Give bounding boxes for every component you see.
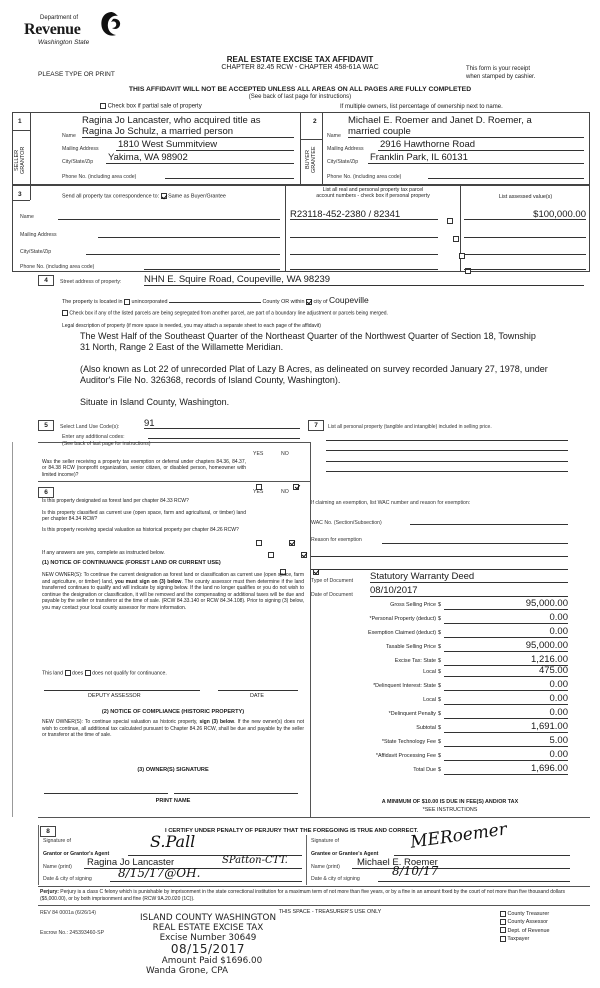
copy-label: Dept. of Revenue <box>506 927 550 934</box>
dollar-sign: $ <box>438 711 441 717</box>
tax-row-value[interactable]: 95,000.00 <box>444 598 568 610</box>
dollar-sign: $ <box>438 739 441 745</box>
rev-number: REV 84 0001a (6/26/14) <box>40 910 96 916</box>
divider <box>38 817 590 818</box>
grantee-date-value: 8/10/17 <box>392 864 439 878</box>
corr-mailing-field[interactable] <box>98 227 280 238</box>
doc-date-label: Date of Document <box>311 592 353 598</box>
seller-grantor-label: SELLER GRANTOR <box>14 146 27 174</box>
stamp-line-6: Wanda Grone, CPA <box>146 966 228 976</box>
parcel-number-field[interactable] <box>290 259 438 270</box>
section-7-num: 7 <box>308 420 324 431</box>
owner-signature-title: (3) OWNER(S) SIGNATURE <box>137 767 209 773</box>
assessor-date-line[interactable] <box>218 683 298 691</box>
copy-checkbox[interactable] <box>500 919 506 925</box>
buyer-name-line1: Michael E. Roemer and Janet D. Roemer, a <box>348 115 532 126</box>
question-no-checkbox[interactable] <box>289 540 295 546</box>
doc-date-field[interactable]: 08/10/2017 <box>370 585 568 597</box>
grantee-name-field[interactable]: Michael E. Roemer <box>352 857 570 869</box>
land-use-field[interactable]: 91 <box>144 418 300 429</box>
tax-row-label: *Personal Property (deduct) <box>369 616 436 622</box>
personal-property-line-2[interactable] <box>326 443 568 451</box>
continuance-row <box>42 670 167 676</box>
divider <box>12 130 30 131</box>
tax-row-label: *Delinquent Penalty <box>388 711 436 717</box>
exemption-question: Was the seller receiving a property tax exemption or deferral under chapters 84.36, 84.37, or 84.38 RCW (nonprofit organization, senior citizen, or disabled person, homeowner with limited income)? <box>42 459 246 478</box>
assessed-value-field[interactable] <box>464 259 586 270</box>
tax-row-label: *State Technology Fee <box>381 739 436 745</box>
corr-mailing-label: Mailing Address <box>20 232 57 238</box>
multiple-owners-note: If multiple owners, list percentage of ownership next to name. <box>340 104 503 110</box>
send-correspondence-row <box>62 193 226 199</box>
tax-row <box>312 693 588 706</box>
tax-row-label: Total Due <box>413 767 436 773</box>
divider <box>12 442 13 817</box>
dollar-sign: $ <box>438 616 441 622</box>
city-checkbox[interactable] <box>306 299 312 305</box>
form-title: REAL ESTATE EXCISE TAX AFFIDAVIT <box>226 55 374 64</box>
perjury-text: Perjury: Perjury is a class C felony which is punishable by imprisonment in the state correctional institution for a maximum term of not more than five years, or by a fine in an amount fixed by the court of not more than five thousand dollars ($5,000.00), or by both imprisonment and fine (RCW 9A.20.020 (1C)). <box>40 889 565 902</box>
dollar-sign: $ <box>438 602 441 608</box>
section-4-num: 4 <box>38 275 54 286</box>
dollar-sign: $ <box>438 658 441 664</box>
tax-row <box>312 640 588 653</box>
tax-row <box>312 749 588 762</box>
section-6-question: Is this property designated as forest land per chapter 84.33 RCW? <box>42 498 189 504</box>
divider <box>30 185 31 200</box>
copy-checkbox[interactable] <box>500 936 506 942</box>
reason-field-2[interactable] <box>311 549 568 557</box>
notice2-title: (2) NOTICE OF COMPLIANCE (HISTORIC PROPERTY) <box>101 709 245 715</box>
tax-row-label: Subtotal <box>416 725 436 731</box>
s6-yes-header: YES <box>253 489 264 495</box>
grantee-name-label: Name (print) <box>311 864 340 870</box>
corr-phone-label: Phone No. (including area code) <box>20 264 95 270</box>
receipt-note-2: when stamped by cashier. <box>466 74 536 80</box>
personal-property-checkbox[interactable] <box>453 236 459 242</box>
logo-state-text: Washington State <box>38 39 90 46</box>
corr-name-field[interactable] <box>58 209 280 220</box>
grantee-sig-label-2: Grantee or Grantee's Agent <box>311 851 379 857</box>
assessed-value-field[interactable] <box>464 244 586 255</box>
street-label: Street address of property: <box>60 279 122 285</box>
tax-row <box>312 763 588 776</box>
section-3-num: 3 <box>18 191 22 198</box>
reason-label: Reason for exemption <box>311 537 362 543</box>
tax-row-value[interactable]: 0.00 <box>444 612 568 624</box>
tax-row-value[interactable]: 5.00 <box>444 735 568 747</box>
stamp-line-3: Excise Number 30649 <box>159 933 257 943</box>
section-6-question: Is this property classified as current use (open space, farm and agricultural, or timber) land per chapter 84.34 RCW? <box>42 510 246 523</box>
seller-name-field[interactable]: Ragina Jo Schulz, a married person <box>82 126 294 138</box>
seller-name-line1: Ragina Jo Lancaster, who acquired title as <box>82 115 261 126</box>
tax-row-value[interactable]: 1,691.00 <box>444 721 568 733</box>
tax-row-value[interactable]: 0.00 <box>444 626 568 638</box>
partial-sale-row <box>100 103 202 110</box>
divider <box>30 112 31 185</box>
see-back-text: (See back of last page for instructions) <box>248 94 352 100</box>
copy-distribution-list <box>500 910 549 944</box>
unincorporated-label: unincorporated <box>131 299 168 305</box>
this-land-label: This land <box>42 670 64 677</box>
seller-mailing-field[interactable]: 1810 West Summitview <box>116 139 294 151</box>
seller-phone-field[interactable] <box>165 169 294 179</box>
does-label: does <box>71 670 84 677</box>
corr-city-label: City/State/Zip <box>20 249 52 255</box>
does-not-label: does not qualify for continuance. <box>92 670 167 677</box>
column-divider <box>310 442 311 817</box>
s6-no-header: NO <box>281 489 289 495</box>
tax-row-label: *Affidavit Processing Fee <box>375 753 436 759</box>
stamp-line-5: Amount Paid $1696.00 <box>161 956 263 966</box>
personal-property-line-1[interactable] <box>326 433 568 441</box>
form-subtitle: CHAPTER 82.45 RCW - CHAPTER 458-61A WAC <box>221 64 379 71</box>
additional-codes-note: (See back of last page for instructions) <box>62 441 151 447</box>
dollar-sign: $ <box>438 767 441 773</box>
stamp-line-4: 08/15/2017 <box>170 942 246 956</box>
minimum-due-note: A MINIMUM OF $10.00 IS DUE IN FEE(S) AND/OR TAX <box>381 799 519 805</box>
tax-row-label: Gross Selling Price <box>390 602 436 608</box>
tax-row-value[interactable]: 475.00 <box>444 665 568 677</box>
dollar-sign: $ <box>438 725 441 731</box>
grantor-name-label: Name (print) <box>43 864 72 870</box>
deputy-assessor-label: DEPUTY ASSESSOR <box>88 693 141 699</box>
escrow-row: Escrow No.: 245393460-SP <box>40 930 105 936</box>
assessed-header: List assessed value(s) <box>498 194 553 200</box>
exemption-claim-label: If claiming an exemption, list WAC number and reason for exemption: <box>311 500 471 506</box>
divider <box>322 112 323 185</box>
tax-row <box>312 735 588 748</box>
s5-no-header: NO <box>281 451 289 457</box>
same-as-buyer-label: Same as Buyer/Grantee <box>168 193 226 200</box>
notice1-title: (1) NOTICE OF CONTINUANCE (FOREST LAND OR CURRENT USE) <box>42 560 221 566</box>
personal-property-label: List all personal property (tangible and intangible) included in selling price. <box>328 424 492 430</box>
logo-dept-text: Department of <box>40 15 79 21</box>
segregated-label: Check box if any of the listed parcels are being segregated from another parcel, are part of a boundary line adjustment or parcels being merged. <box>69 310 388 317</box>
parcel-number-field[interactable] <box>290 227 438 238</box>
personal-property-checkbox[interactable] <box>447 218 453 224</box>
grantee-signature: MERoemer <box>409 819 509 853</box>
assessed-value-field[interactable]: $100,000.00 <box>464 209 586 220</box>
stamp-line-1: ISLAND COUNTY WASHINGTON <box>139 913 277 923</box>
tax-row <box>312 679 588 692</box>
dollar-sign: $ <box>438 697 441 703</box>
legal-p3: Situate in Island County, Washington. <box>80 397 230 407</box>
copy-checkbox[interactable] <box>500 911 506 917</box>
question-no-checkbox[interactable] <box>301 552 307 558</box>
wac-label: WAC No. (Section/Subsection) <box>311 520 382 526</box>
tax-row <box>312 707 588 720</box>
tax-row <box>312 665 588 678</box>
exemption-no-checkbox[interactable] <box>293 484 299 490</box>
corr-city-field[interactable] <box>86 244 280 255</box>
s5-yes-header: YES <box>253 451 264 457</box>
parcel-number-field[interactable] <box>290 244 438 255</box>
assessed-value-field[interactable] <box>464 227 586 238</box>
notice1-text: NEW OWNER(S): To continue the current designation as forest land or classification as current use (open space, farm and agriculture, or timber) land, you must sign on (3) below. The county assessor must then determine if the land transferred continues to qualify and will indicate by signing below. If the land no longer qualifies or you do not wish to continue the designation or classification, it will be removed and the compensating or additional taxes will be due and payable by the seller or transferor at the time of sale. (RCW 84.33.140 or RCW 84.34.108). Prior to signing (3) below, you may contact your local county assessor for more information. <box>42 572 304 611</box>
copy-checkbox[interactable] <box>500 927 506 933</box>
dollar-sign: $ <box>438 669 441 675</box>
divider <box>300 112 301 185</box>
buyer-name-label: Name <box>327 133 341 139</box>
seller-mailing-label: Mailing Address <box>62 146 99 152</box>
personal-property-line-3[interactable] <box>326 454 568 462</box>
escrow-number: 245393460-SP <box>69 930 105 936</box>
copy-distribution-item <box>500 910 549 918</box>
segregated-checkbox[interactable] <box>62 310 68 316</box>
seller-city-label: City/State/Zip <box>62 159 94 165</box>
grantor-name-annotation: SPatton-CTT. <box>222 855 288 866</box>
divider <box>12 200 30 201</box>
tax-row-label: Local <box>423 697 436 703</box>
question-yes-checkbox[interactable] <box>268 552 274 558</box>
buyer-phone-label: Phone No. (including area code) <box>327 174 402 180</box>
doc-type-field[interactable]: Statutory Warranty Deed <box>370 571 568 583</box>
dollar-sign: $ <box>438 753 441 759</box>
divider <box>38 481 310 482</box>
parcel-number-field[interactable]: R23118-452-2380 / 82341 <box>290 209 438 220</box>
unincorporated-checkbox[interactable] <box>124 299 130 305</box>
personal-property-line-4[interactable] <box>326 464 568 472</box>
same-as-buyer-checkbox[interactable] <box>161 193 167 199</box>
section-2-num: 2 <box>313 118 317 125</box>
legal-desc-label: Legal description of property (if more space is needed, you may attach a separate sheet to each page of the affidavit) <box>62 323 321 329</box>
owner-signature-line-2[interactable] <box>174 786 298 794</box>
does-not-qualify-checkbox[interactable] <box>85 670 91 676</box>
additional-codes-field[interactable] <box>148 431 300 439</box>
divider <box>38 905 590 906</box>
grantee-sig-label-1: Signature of <box>311 838 339 844</box>
reason-field[interactable] <box>382 536 568 544</box>
wac-field[interactable] <box>410 517 568 525</box>
divider <box>306 835 307 885</box>
tax-row-label: Excise Tax: State <box>394 658 436 664</box>
dollar-sign: $ <box>438 683 441 689</box>
parcel-header: List all real and personal property tax parcel account numbers - check box if personal property <box>316 187 430 199</box>
copy-distribution-item <box>500 935 549 943</box>
legal-description <box>80 331 580 408</box>
legal-p2: (Also known as Lot 22 of unrecorded Plat of Lazy B Acres, as delineated on survey recorded January 27, 1978, under Auditor's File No. 326368, records of Island County, Washington). <box>80 364 548 385</box>
treasurer-use-label: THIS SPACE - TREASURER'S USE ONLY <box>278 909 382 915</box>
tax-row-label: Local <box>423 669 436 675</box>
tax-row-value[interactable]: 95,000.00 <box>444 640 568 652</box>
dollar-sign: $ <box>438 630 441 636</box>
section-6-num: 6 <box>38 487 54 498</box>
buyer-phone-field[interactable] <box>428 169 584 179</box>
seller-phone-label: Phone No. (including area code) <box>62 174 137 180</box>
tax-row <box>312 598 588 611</box>
send-correspondence-label: Send all property tax correspondence to: <box>62 193 160 200</box>
land-use-label: Select Land Use Code(s): <box>60 424 120 430</box>
buyer-mailing-label: Mailing Address <box>327 146 364 152</box>
located-label: The property is located in <box>62 299 123 305</box>
legal-p1: The West Half of the Southeast Quarter of the Northeast Quarter of the Northwest Quarter of Section 18, Township 31 North, Range 2 East of the Willamette Meridian. <box>80 331 536 352</box>
stamp-line-2: REAL ESTATE EXCISE TAX <box>152 923 264 933</box>
owner-signature-line-1[interactable] <box>44 786 168 794</box>
tax-row-value[interactable]: 1,216.00 <box>444 654 568 666</box>
tax-row-value[interactable]: 0.00 <box>444 679 568 691</box>
doc-type-label: Type of Document <box>311 578 354 584</box>
treasurer-stamp <box>128 913 288 976</box>
grantor-signature: S.Pall <box>150 832 196 851</box>
grantor-sig-label-1: Signature of <box>43 838 71 844</box>
if-yes-text: If any answers are yes, complete as instructed below. <box>42 550 165 556</box>
receipt-note-1: This form is your receipt <box>466 66 531 72</box>
grantor-date-value: 8/15/17@OH. <box>118 866 201 880</box>
partial-sale-checkbox[interactable] <box>100 103 106 109</box>
copy-label: Taxpayer <box>506 936 530 943</box>
corr-phone-field[interactable] <box>144 259 280 270</box>
dor-swirl-logo-icon <box>98 10 124 38</box>
copy-label: County Treasurer <box>506 911 550 917</box>
buyer-city-field[interactable]: Franklin Park, IL 60131 <box>368 152 584 164</box>
tax-row <box>312 626 588 639</box>
tax-row <box>312 721 588 734</box>
seller-city-field[interactable]: Yakima, WA 98902 <box>106 152 294 164</box>
deputy-assessor-sig-line[interactable] <box>44 683 200 691</box>
section-6-question: Is this property receiving special valuation as historical property per chapter 84.26 RCW? <box>42 527 239 533</box>
tax-row-value[interactable]: 0.00 <box>444 749 568 761</box>
dollar-sign: $ <box>438 644 441 650</box>
city-label: city of <box>313 299 328 305</box>
warning-text: THIS AFFIDAVIT WILL NOT BE ACCEPTED UNLESS ALL AREAS ON ALL PAGES ARE FULLY COMPLETED <box>128 86 472 93</box>
copy-distribution-item <box>500 927 549 935</box>
grantor-sig-label-2: Grantor or Grantor's Agent <box>43 851 110 857</box>
county-label: County OR within <box>262 299 305 305</box>
section-5-num: 5 <box>38 420 54 431</box>
copy-label: County Assessor <box>506 919 548 926</box>
corr-name-label: Name <box>20 214 34 220</box>
seller-name-label: Name <box>62 133 76 139</box>
tax-row-value[interactable]: 0.00 <box>444 693 568 705</box>
see-instructions-note: *SEE INSTRUCTIONS <box>422 807 478 813</box>
dor-logo <box>20 10 120 60</box>
tax-row-value[interactable]: 1,696.00 <box>444 763 568 775</box>
question-yes-checkbox[interactable] <box>256 540 262 546</box>
logo-name-text: Revenue <box>24 21 81 38</box>
buyer-city-label: City/State/Zip <box>327 159 359 165</box>
city-value[interactable]: Coupeville <box>329 295 369 305</box>
section-8-num: 8 <box>40 826 56 837</box>
location-row <box>62 295 369 305</box>
certify-text: I CERTIFY UNDER PENALTY OF PERJURY THAT THE FOREGOING IS TRUE AND CORRECT. <box>165 828 419 834</box>
tax-row <box>312 612 588 625</box>
please-type-text: PLEASE TYPE OR PRINT <box>38 71 115 78</box>
tax-row-label: *Delinquent Interest: State <box>373 683 436 689</box>
date-label: DATE <box>250 693 264 699</box>
divider <box>38 886 590 887</box>
county-field[interactable] <box>169 297 261 303</box>
tax-row-label: Taxable Selling Price <box>385 644 436 650</box>
tax-row-value[interactable]: 0.00 <box>444 707 568 719</box>
notice2-text: NEW OWNER(S): To continue special valuation as historic property, sign (3) below. If the new owner(s) does not wish to continue, all additional tax calculated pursuant to Chapter 84.26 RCW, shall be due and payable by the seller or transferor at the time of sale. <box>42 719 305 738</box>
segregated-row <box>62 310 388 316</box>
section-1-num: 1 <box>18 118 22 125</box>
divider <box>38 825 39 885</box>
buyer-mailing-field[interactable]: 2916 Hawthorne Road <box>378 139 584 151</box>
grantor-name-field[interactable]: Ragina Jo Lancaster <box>84 857 302 869</box>
buyer-grantee-label: BUYER GRANTEE <box>305 146 318 174</box>
does-qualify-checkbox[interactable] <box>65 670 71 676</box>
print-name-label: PRINT NAME <box>155 798 191 804</box>
reason-field-3[interactable] <box>311 562 568 570</box>
street-address-field[interactable]: NHN E. Squire Road, Coupeville, WA 98239 <box>144 274 584 286</box>
grantee-date-label: Date & city of signing <box>311 876 360 882</box>
buyer-name-field[interactable]: married couple <box>348 126 584 138</box>
grantor-date-label: Date & city of signing <box>43 876 92 882</box>
copy-distribution-item <box>500 918 549 926</box>
additional-codes-label: Enter any additional codes: <box>62 434 125 440</box>
partial-sale-label: Check box if partial sale of property <box>107 103 202 110</box>
tax-row-label: Exemption Claimed (deduct) <box>367 630 436 636</box>
